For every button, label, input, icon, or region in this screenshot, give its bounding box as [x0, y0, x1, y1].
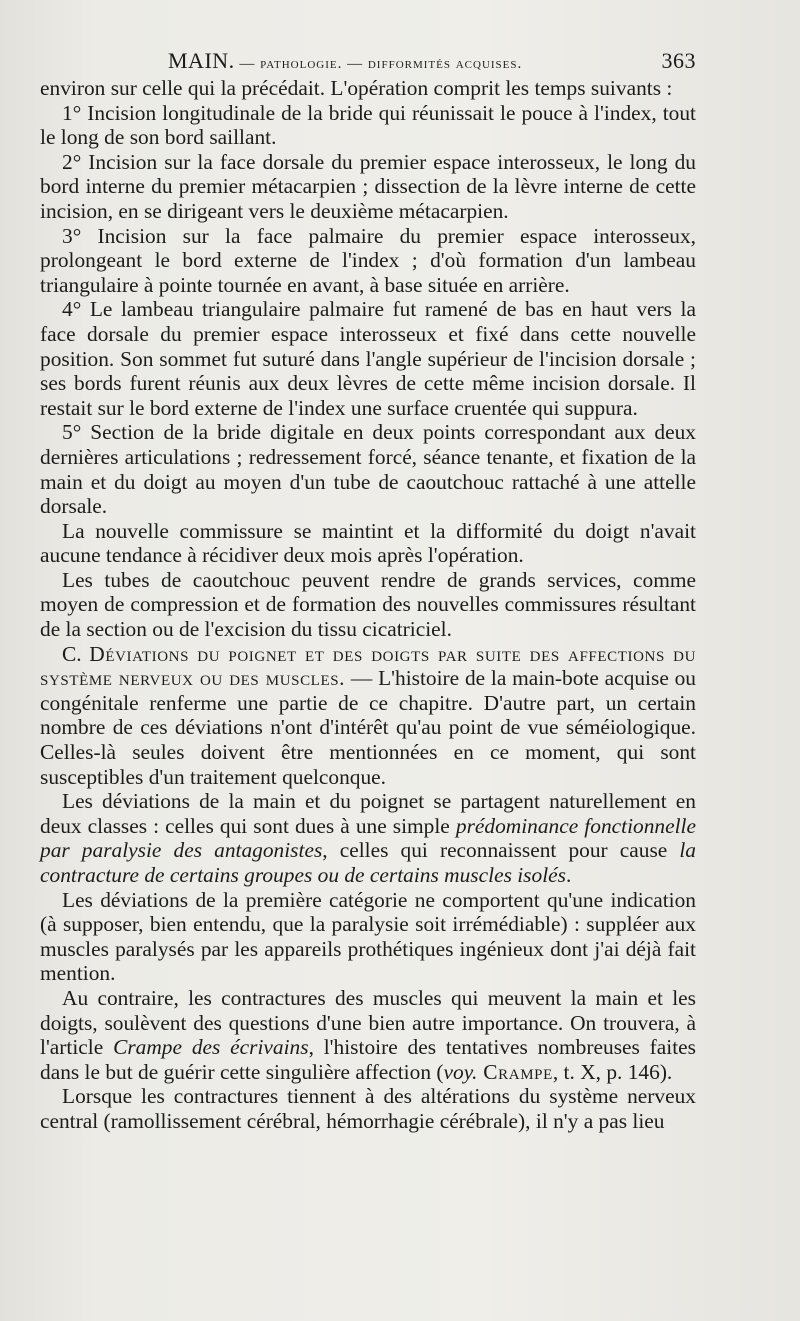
paragraph-1: environ sur celle qui la précédait. L'opération comprit les temps suivants : [40, 76, 673, 100]
paragraph-3: 2° Incision sur la face dorsale du premier espace interosseux, le long du bord interne du premier métacarpien ; dissection de la lèvre interne de cette incision, en se dirigeant vers le deuxième métacarpien. [40, 149, 696, 223]
paragraph-2: 1° Incision longitudinale de la bride qui réunissait le pouce à l'index, tout le long de son bord saillant. [40, 100, 696, 150]
page-number: 363 [661, 48, 696, 73]
paragraph-11: Les déviations de la première catégorie ne comportent qu'une indication (à supposer, bien entendu, que la paralysie soit irrémédiable) : suppléer aux muscles paralysés par les appareils prothétiques ingénieux dont j'ai déjà fait mention. [40, 887, 696, 986]
body-text [40, 76, 696, 1134]
paragraph-10 [40, 789, 696, 887]
paragraph-4: 3° Incision sur la face palmaire du premier espace interosseux, prolongeant le bord externe de l'index ; d'où formation d'un lambeau triangulaire à pointe tournée en avant, à base située en arrière. [40, 223, 696, 297]
section-text: — L'histoire de la main-bote acquise ou congénitale renferme une partie de ce chapitre. D'autre part, un certain nombre de ces déviations n'ont d'intérêt qu'au point de vue séméiologique. Celles-là seules doivent être mentionnées en ce moment, qui sont susceptibles d'un traitement quelconque. [40, 666, 696, 789]
p12-smallcaps: Crampe [477, 1059, 553, 1084]
paragraph-7: La nouvelle commissure se maintint et la difformité du doigt n'avait aucune tendance à récidiver deux mois après l'opération. [40, 518, 696, 568]
p12-italic-1: Crampe des écrivains [113, 1035, 309, 1060]
paragraph-8: Les tubes de caoutchouc peuvent rendre de grands services, comme moyen de compression et de formation des nouvelles commissures résultant de la section ou de l'excision du tissu cicatriciel. [40, 567, 696, 642]
paragraph-12 [40, 986, 696, 1084]
header-title-rest: — pathologie. — difformités acquises. [234, 56, 523, 72]
p12-italic-2: voy. [443, 1059, 478, 1084]
section-heading: Déviations du poignet et des doigts par suite des affections du système nerveux ou des muscles. [40, 641, 697, 691]
running-header [40, 42, 696, 76]
section-letter: C. [62, 641, 90, 666]
header-title-main: MAIN. [168, 48, 235, 73]
p10-text-a: Les déviations de la main et du poignet se partagent naturellement en deux classes : celles qui sont dues à une simple [40, 789, 696, 838]
paragraph-6: 5° Section de la bride digitale en deux points correspondant aux deux dernières articulations ; redressement forcé, séance tenante, et fixation de la main et du doigt au moyen d'un tube de caoutchouc rattaché à une attelle dorsale. [40, 420, 696, 519]
paragraph-9-section-c [40, 642, 696, 790]
p12-text-a: Au contraire, les contractures des muscles qui meuvent la main et les doigts, soulèvent des questions d'une bien autre importance. On trouvera, à l'article [40, 985, 696, 1060]
paragraph-13: Lorsque les contractures tiennent à des altérations du système nerveux central (ramollissement cérébral, hémorrhagie cérébrale), il n'y a pas lieu [40, 1084, 696, 1133]
p10-italic-2: la contracture de certains groupes ou de certains muscles isolés [40, 838, 696, 887]
p12-text-b: , l'histoire des tentatives nombreuses faites dans le but de guérir cette singulière affection ( [40, 1035, 696, 1084]
paragraph-5: 4° Le lambeau triangulaire palmaire fut ramené de bas en haut vers la face dorsale du premier espace interosseux et fixé dans cette nouvelle position. Son sommet fut suturé dans l'angle supérieur de l'incision dorsale ; ses bords furent réunis aux deux lèvres de cette même incision dorsale. Il restait sur le bord externe de l'index une surface cruentée qui suppura. [40, 297, 696, 420]
p10-text-b: , celles qui reconnaissent pour cause [322, 838, 680, 863]
p10-italic-1: prédominance fonctionnelle par paralysie des antagonistes [40, 813, 696, 863]
p12-text-c: , t. X, p. 146). [552, 1059, 673, 1084]
header-title [168, 48, 522, 74]
p10-text-c: . [565, 863, 572, 887]
